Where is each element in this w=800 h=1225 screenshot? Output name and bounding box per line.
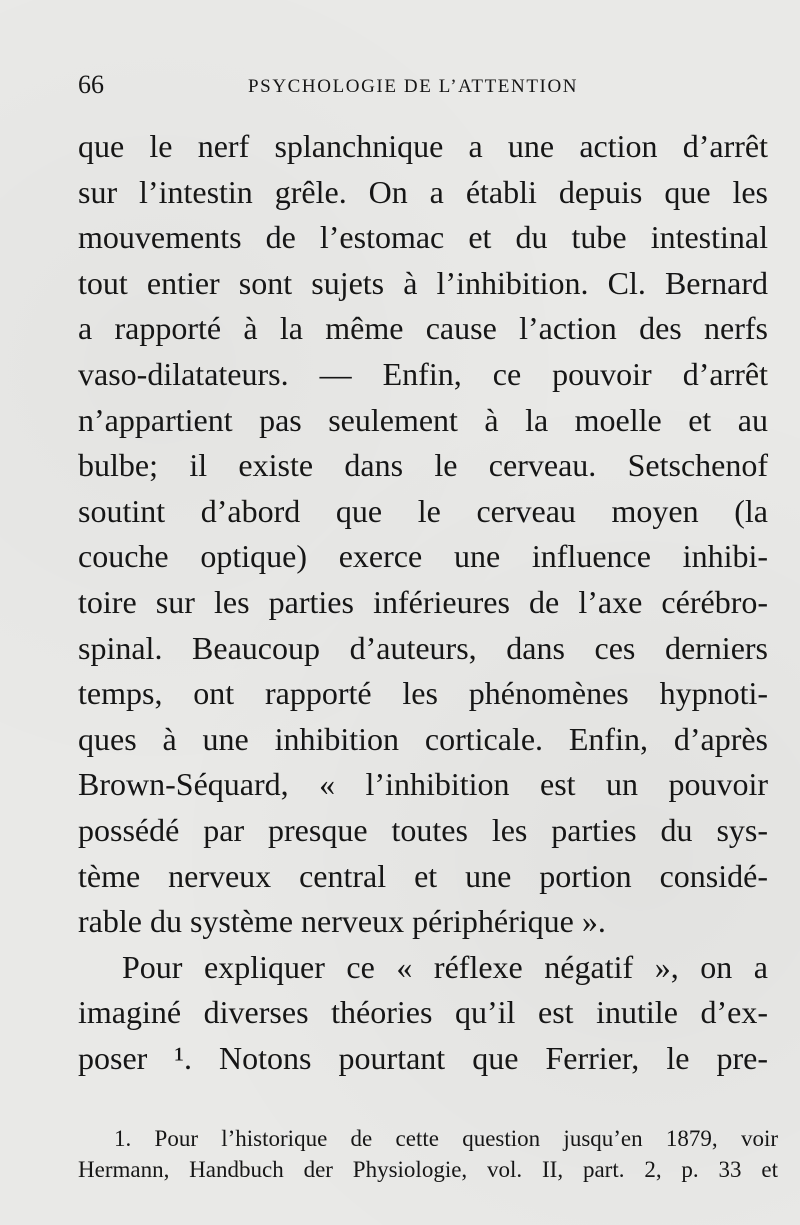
text-line: imaginé diverses théories qu’il est inutile d’ex-	[78, 994, 768, 1031]
text-line: soutint d’abord que le cerveau moyen (la	[78, 492, 768, 529]
text-line: tème nerveux central et une portion considé-	[78, 857, 768, 894]
text-line: toire sur les parties inférieures de l’axe cérébro-	[78, 583, 768, 620]
text-line: rable du système nerveux périphérique ».	[78, 903, 606, 940]
footnotes	[78, 1123, 778, 1185]
text-line: Pour expliquer ce « réflexe négatif », on a	[122, 948, 768, 985]
text-line: a rapporté à la même cause l’action des nerfs	[78, 310, 768, 347]
body-text	[78, 124, 768, 1081]
text-line: mouvements de l’estomac et du tube intestinal	[78, 219, 768, 256]
text-line: spinal. Beaucoup d’auteurs, dans ces derniers	[78, 629, 768, 666]
footnote-line: Hermann, Handbuch der Physiologie, vol. II, part. 2, p. 33 et	[78, 1157, 778, 1182]
footnote-line: 1. Pour l’historique de cette question jusqu’en 1879, voir	[114, 1126, 778, 1151]
text-line: bulbe; il existe dans le cerveau. Setschenof	[78, 447, 768, 484]
text-line: couche optique) exerce une influence inhibi-	[78, 538, 768, 575]
text-line: poser ¹. Notons pourtant que Ferrier, le pre-	[78, 1039, 768, 1076]
text-line: que le nerf splanchnique a une action d’arrêt	[78, 128, 768, 164]
text-line: ques à une inhibition corticale. Enfin, d’après	[78, 720, 768, 757]
running-title: PSYCHOLOGIE DE L’ATTENTION	[248, 76, 579, 97]
running-head	[78, 66, 768, 106]
text-line: tout entier sont sujets à l’inhibition. Cl. Bernard	[78, 264, 768, 301]
text-line: vaso-dilatateurs. — Enfin, ce pouvoir d’arrêt	[78, 355, 768, 392]
text-line: temps, ont rapporté les phénomènes hypnoti-	[78, 675, 768, 712]
page-number: 66	[78, 70, 104, 99]
text-line: possédé par presque toutes les parties du sys-	[78, 811, 768, 848]
text-line: sur l’intestin grêle. On a établi depuis que les	[78, 173, 768, 210]
text-line: Brown-Séquard, « l’inhibition est un pouvoir	[78, 766, 768, 803]
text-line: n’appartient pas seulement à la moelle et au	[78, 401, 768, 438]
